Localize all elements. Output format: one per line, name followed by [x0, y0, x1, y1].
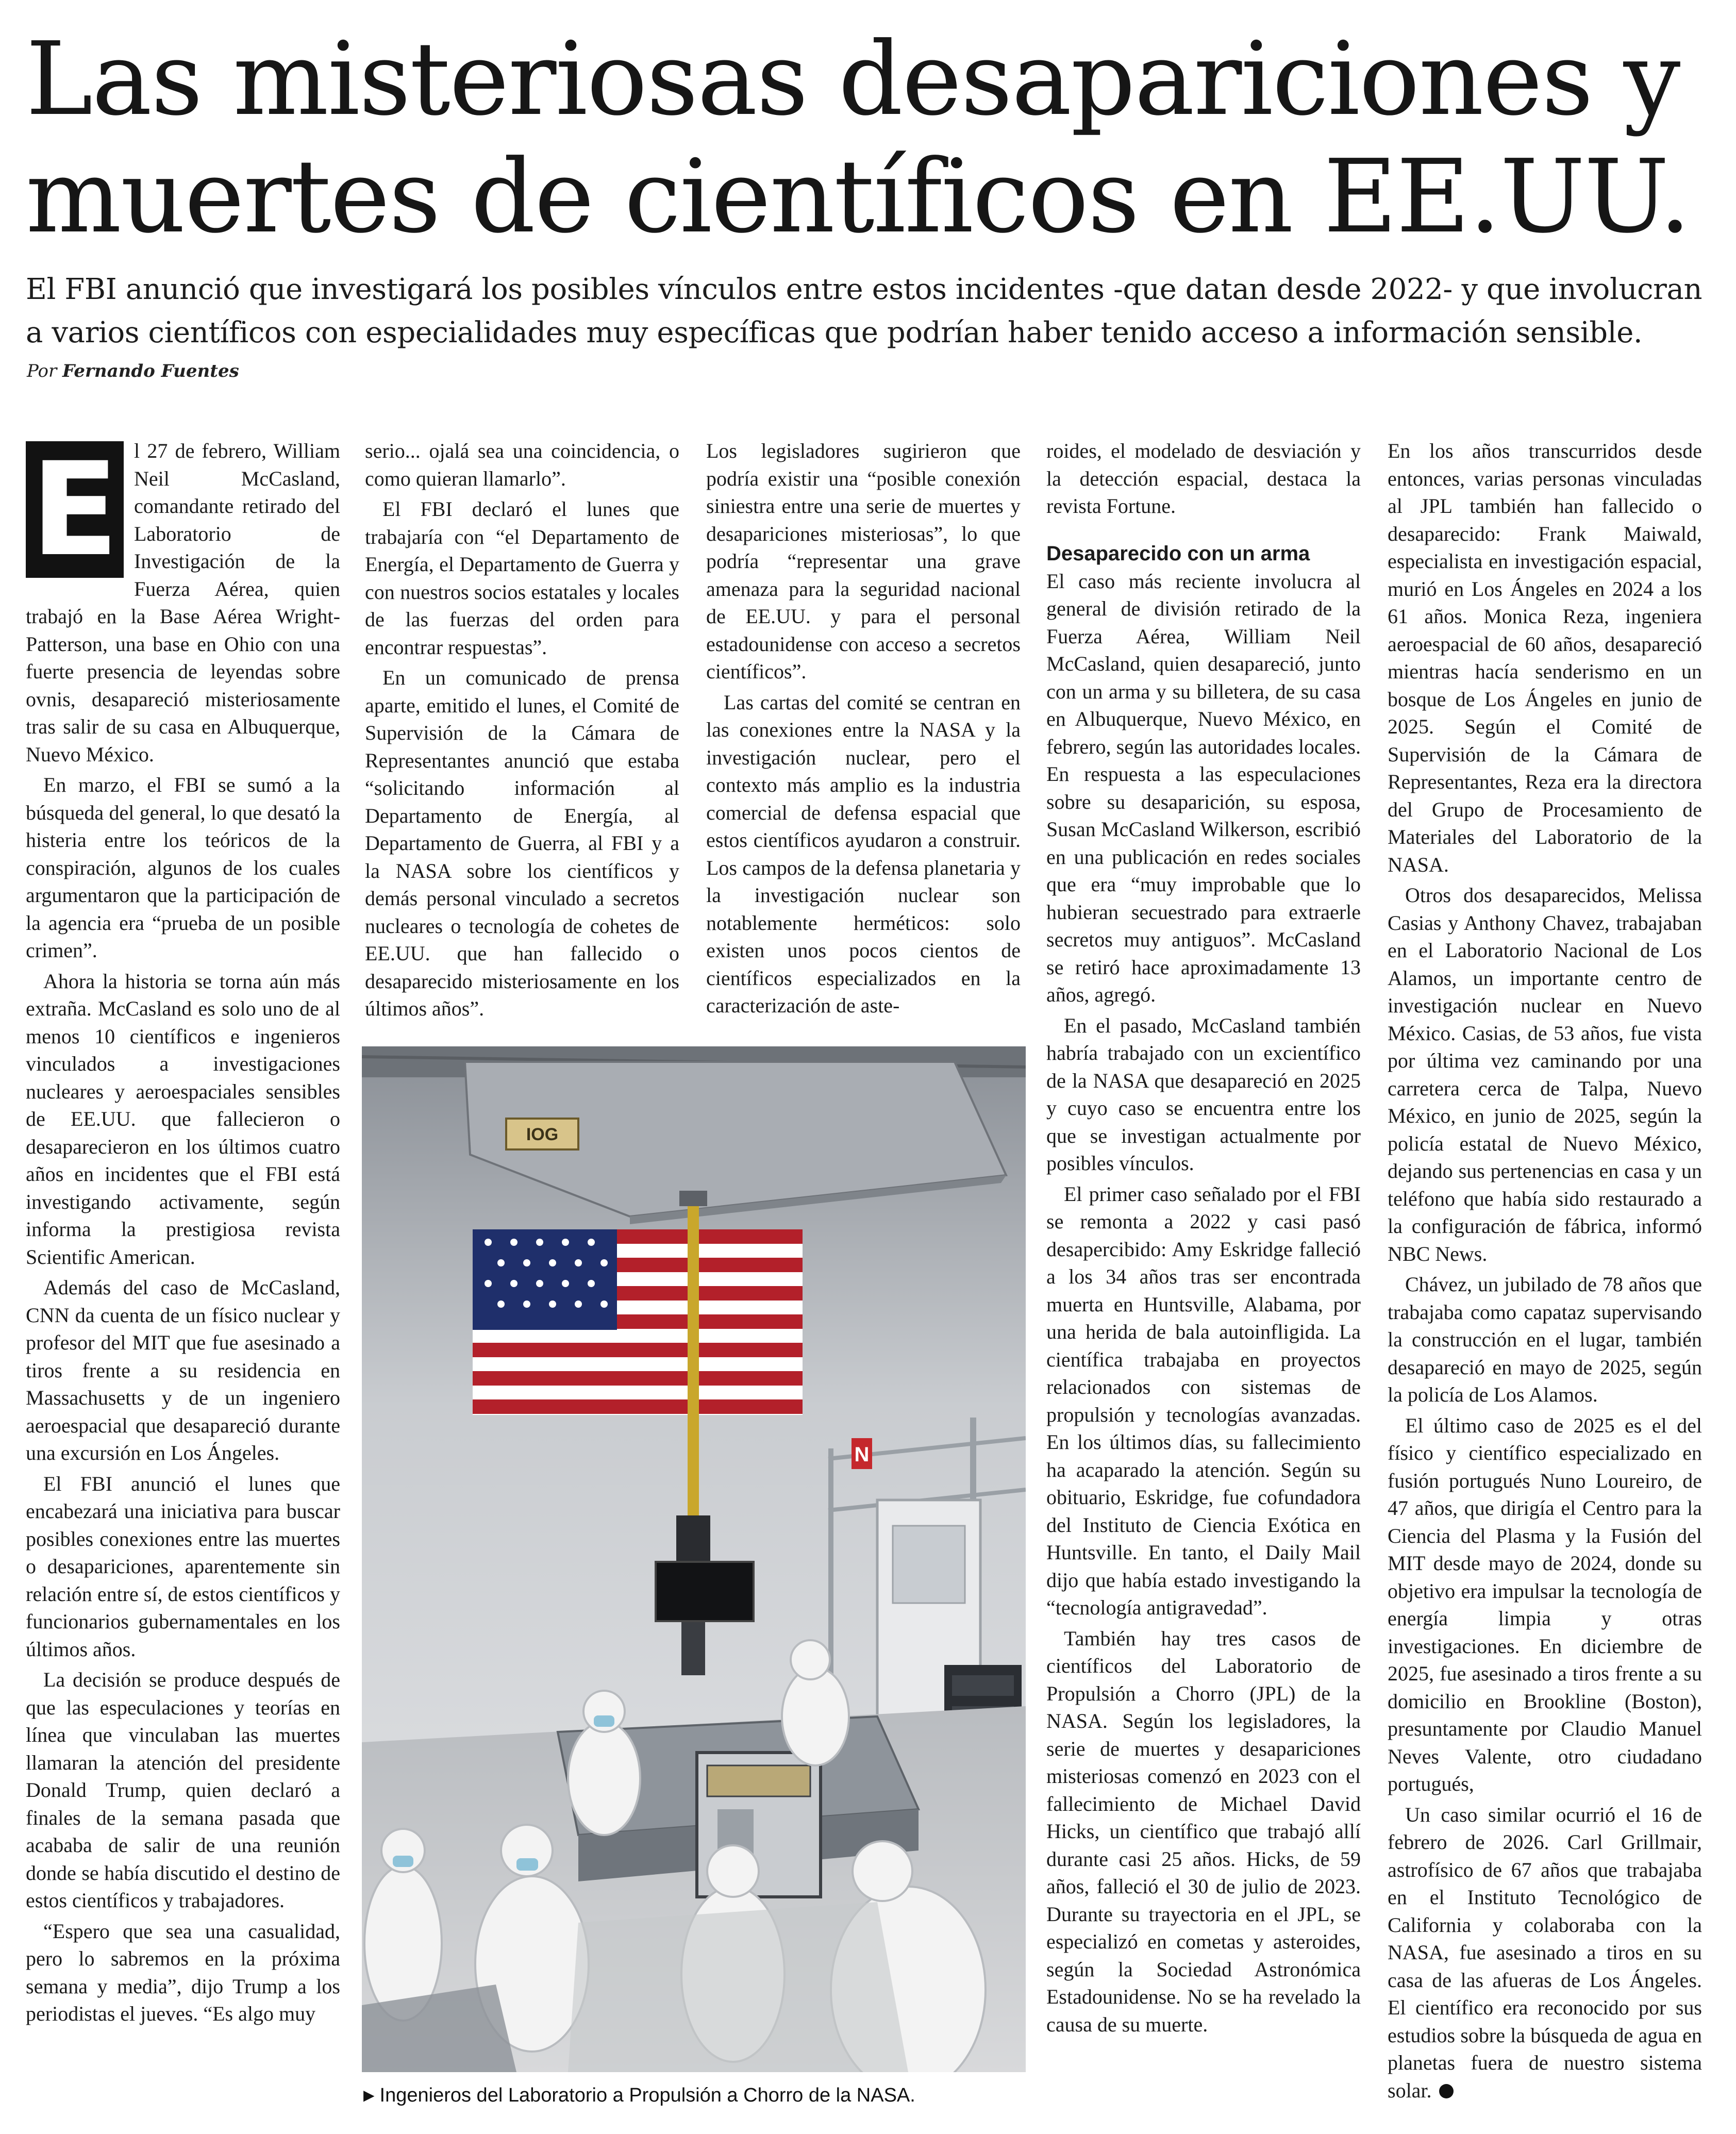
us-flag [473, 1229, 803, 1415]
paragraph: serio... ojalá sea una coincidencia, o como quieran llamarlo”. [365, 439, 679, 490]
paragraph: Otros dos desaparecidos, Melissa Casias y Anthony Chavez, trabajaban en el Laboratorio Nacional de Los Alamos, un importante centro de investigación nuclear en Nuevo México. Casias, de 53 años, fue vista por última vez caminando por una carretera cerca de Talpa, Nuevo México, en junio de 2025, según la policía estatal de Nuevo México, dejando sus pertenencias en casa y un teléfono que había sido restaurado a la configuración de fábrica, informó NBC News. [1388, 883, 1702, 1265]
column-4 [1046, 437, 1361, 2102]
paragraph: También hay tres casos de científicos del Laboratorio de Propulsión a Chorro (JPL) de la NASA. Según los legisladores, la serie de muertes y desapariciones misteriosas comenzó en 2023 con el fallecimiento de Michael David Hicks, un científico que trabajó allí durante casi 25 años. Hicks, de 59 años, falleció el 30 de julio de 2023. Durante su trayectoria en el JPL, se especializó en cometas y asteroides, según la Sociedad Astronómica Estadounidense. No se ha revelado la causa de su muerte. [1046, 1626, 1361, 2036]
lab-photo-illustration [362, 1046, 1026, 2072]
deck-line-2: a varios científicos con especialidades muy específicas que podrían haber tenido acceso a información sensible. [26, 316, 1643, 349]
crate-label [506, 1119, 578, 1149]
drop-cap: E [26, 441, 124, 578]
end-mark-icon [1439, 2084, 1454, 2098]
paragraph: Además del caso de McCasland, CNN da cuenta de un físico nuclear y profesor del MIT que fue asesinado a tiros frente a su residencia en Massachusetts y de un ingeniero aeroespacial que desapareció durante una excursión en Los Ángeles. [26, 1276, 340, 1464]
paragraph: El primer caso señalado por el FBI se remonta a 2022 y casi pasó desapercibido: Amy Eskridge falleció a los 34 años tras ser encontrada muerta en Huntsville, Alabama, por una herida de bala autoinfligida. La científica trabajaba en proyectos relacionados con sistemas de propulsión y tecnologías avanzadas. En los últimos días, su fallecimiento ha acaparado la atención. Según su obituario, Eskridge, fue cofundadora del Instituto de Ciencia Exótica en Huntsville. En tanto, el Daily Mail dijo que había estado investigando la “tecnología antigravedad”. [1046, 1182, 1361, 1619]
paragraph: Los legisladores sugirieron que podría existir una “posible conexión siniestra entre una serie de muertes y desapariciones misteriosas”, lo que podría “representar una grave amenaza para la seguridad nacional de EE.UU. y para el personal estadounidense con acceso a secretos científicos”. [706, 439, 1021, 683]
paragraph: El FBI declaró el lunes que trabajaría con “el Departamento de Energía, el Departamento de Guerra y con nuestros socios estatales y locales de las fuerzas del orden para encontrar respuestas”. [365, 497, 679, 659]
column-3 [706, 437, 1021, 1025]
byline [27, 361, 239, 381]
paragraph: En los años transcurridos desde entonces, varias personas vinculadas al JPL también han fallecido o desaparecido: Frank Maiwald, especialista en investigación espacial, murió en Los Ángeles en 2024 a los 61 años. Monica Reza, ingeniera aeroespacial de 60 años, desapareció mientras hacía senderismo en un bosque de Los Ángeles en junio de 2025. Según el Comité de Supervisión de la Cámara de Representantes, Reza era la directora del Grupo de Procesamiento de Materiales del Laboratorio de la NASA. [1388, 439, 1702, 876]
byline-author: Fernando Fuentes [62, 361, 239, 381]
caption-triangle-icon: ▶ [363, 2087, 375, 2103]
door-sign-letter: N [854, 1443, 870, 1466]
paragraph: En el pasado, McCasland también habría trabajado con un excientífico de la NASA que desapareció en 2025 y cuyo caso se encuentra entre los que se investigan actualmente por posibles vínculos. [1046, 1013, 1361, 1175]
deck [26, 268, 1711, 355]
paragraph: “Espero que sea una casualidad, pero lo sabremos en la próxima semana y media”, dijo Trump a los periodistas el jueves. “Es algo muy [26, 1919, 340, 2025]
column-2 [365, 437, 679, 1025]
byline-prefix: Por [27, 361, 57, 381]
caption-text: Ingenieros del Laboratorio a Propulsión a Chorro de la NASA. [379, 2085, 915, 2106]
paragraph: En un comunicado de prensa aparte, emitido el lunes, el Comité de Supervisión de la Cámara de Representantes anunció que estaba “solicitando información al Departamento de Energía, al Departamento de Guerra, al FBI y a la NASA sobre los científicos y demás personal vinculado a secretos nucleares o tecnología de cohetes de EE.UU. que han fallecido o desaparecido misteriosamente en los últimos años”. [365, 666, 679, 1020]
headline-line-2: muertes de científicos en EE.UU. [26, 138, 1690, 256]
paragraph: El FBI anunció el lunes que encabezará una iniciativa para buscar posibles conexiones entre las muertes o desapariciones, aparentemente sin relación entre sí, de estos científicos y funcionarios gubernamentales en los últimos años. [26, 1472, 340, 1661]
paragraph: En marzo, el FBI se sumó a la búsqueda del general, lo que desató la histeria entre los teóricos de la conspiración, algunos de los cuales argumentaron que la participación de la agencia era “prueba de un posible crimen”. [26, 773, 340, 962]
photo-caption [363, 2082, 1028, 2108]
column-5 [1388, 437, 1702, 2102]
paragraph: El último caso de 2025 es el del físico y científico especializado en fusión portugués Nuno Loureiro, de 47 años, que dirigía el Centro para la Ciencia del Plasma y la Fusión del MIT desde mayo de 2024, donde su objetivo era impulsar la tecnología de energía limpia y otras investigaciones. En diciembre de 2025, fue asesinado a tiros frente a su domicilio en Brookline (Boston), presuntamente por Claudio Manuel Neves Valente, otro ciudadano portugués, [1388, 1413, 1702, 1795]
paragraph [1388, 1801, 1702, 2103]
paragraph: Chávez, un jubilado de 78 años que trabajaba como capataz supervisando la construcción en el lugar, también desapareció en mayo de 2025, según la policía de Los Alamos. [1388, 1273, 1702, 1406]
headline [26, 21, 1727, 256]
paragraph: l 27 de febrero, William Neil McCasland, comandante retirado del Laboratorio de Investigación de la Fuerza Aérea, quien trabajó en la Base Aérea Wright-Patterson, una base en Ohio con una fuerte presencia de leyendas sobre ovnis, desapareció misteriosamente tras salir de su casa en Albuquerque, Nuevo México. [26, 439, 340, 766]
headline-line-1: Las misteriosas desapariciones y [26, 21, 1680, 138]
paragraph: Ahora la historia se torna aún más extraña. McCasland es solo uno de al menos 10 científicos e ingenieros vinculados a investigaciones nucleares y aeroespaciales sensibles de EE.UU. que fallecieron o desaparecieron en los últimos cuatro años en incidentes que el FBI está investigando activamente, según informa la prestigiosa revista Scientific American. [26, 969, 340, 1269]
paragraph-text: Un caso similar ocurrió el 16 de febrero de 2026. Carl Grillmair, astrofísico de 67 años que trabajaba en el Instituto Tecnológico de California y colaboraba con la NASA, fue asesinado a tiros en su casa de las afueras de Los Ángeles. El científico era reconocido por sus estudios sobre la búsqueda de agua en planetas fuera de nuestro sistema solar. [1388, 1803, 1702, 2102]
paragraph: La decisión se produce después de que las especulaciones y teorías en línea que vinculaban las muertes llamaran la atención del presidente Donald Trump, quien declaró a finales de la semana pasada que acababa de salir de una reunión donde se había discutido el destino de estos científicos y trabajadores. [26, 1668, 340, 1912]
lab-photo [362, 1046, 1026, 2072]
paragraph: Las cartas del comité se centran en las conexiones entre la NASA y la investigación nuclear, pero el contexto más amplio es la industria comercial de defensa espacial que estos científicos ayudaron a construir. Los campos de la defensa planetaria y la investigación nuclear son notablemente herméticos: solo existen unos pocos cientos de científicos especializados en la caracterización de aste- [706, 690, 1021, 1017]
crate-label-text: IOG [526, 1125, 559, 1144]
deck-line-1: El FBI anunció que investigará los posibles vínculos entre estos incidentes -que datan desde 2022- y que involucran [26, 273, 1702, 306]
column-1 [26, 437, 340, 2102]
paragraph: roides, el modelado de desviación y la detección espacial, destaca la revista Fortune. [1046, 439, 1361, 518]
paragraph: El caso más reciente involucra al general de división retirado de la Fuerza Aérea, William Neil McCasland, quien desapareció, junto con un arma y su billetera, de su casa en Albuquerque, Nuevo México, en febrero, según las autoridades locales. En respuesta a las especulaciones sobre su desaparición, su esposa, Susan McCasland Wilkerson, escribió en una publicación en redes sociales que era “muy improbable que lo hubieran secuestrado para extraerle secretos muy antiguos”. McCasland se retiró hace aproximadamente 13 años, agregó. [1046, 569, 1361, 1006]
section-heading: Desaparecido con un arma [1046, 542, 1310, 565]
